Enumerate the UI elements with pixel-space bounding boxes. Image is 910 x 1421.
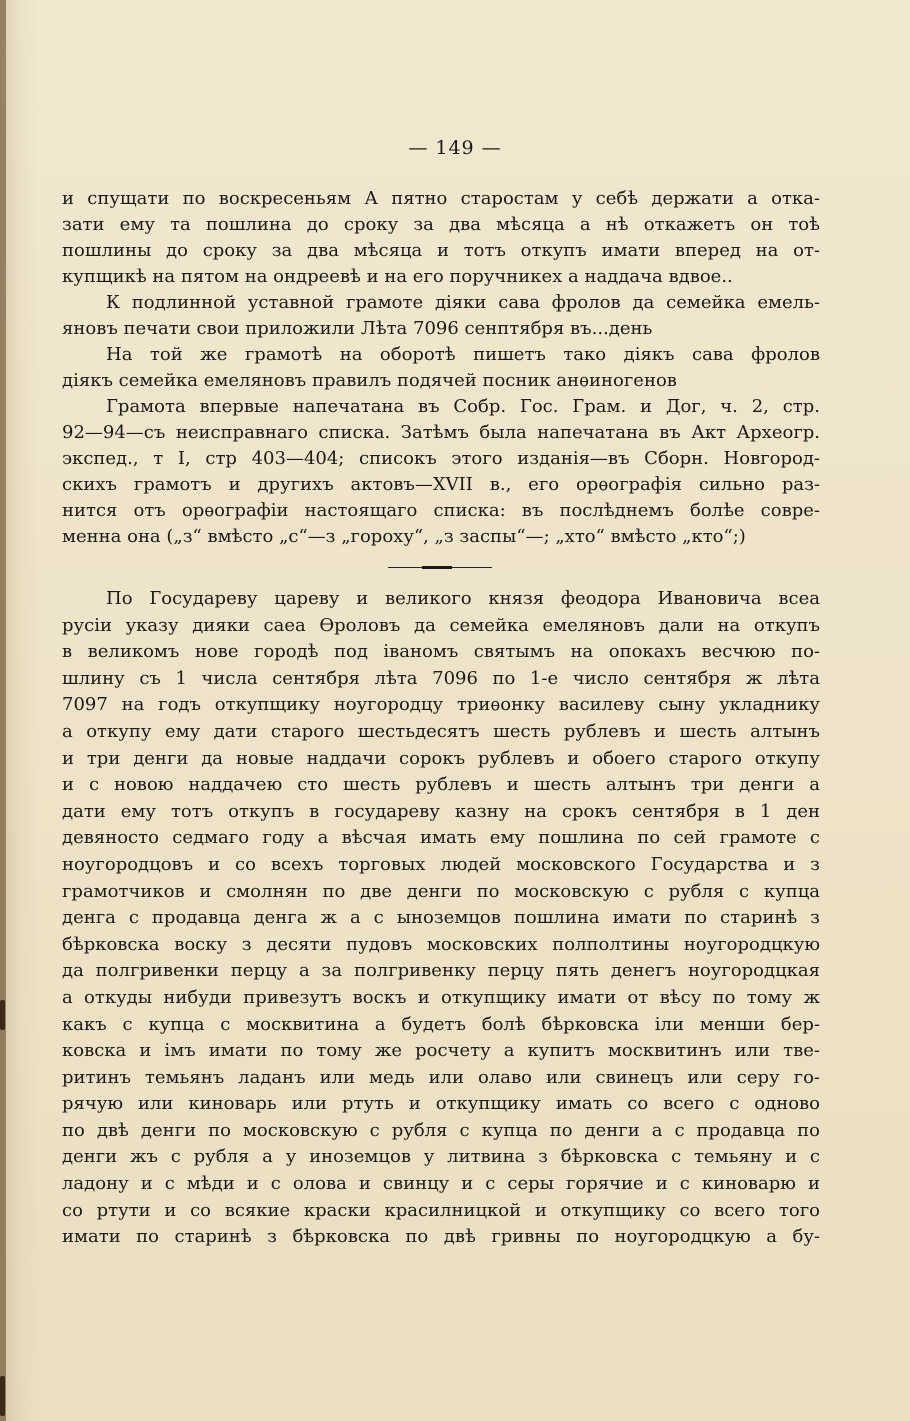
page-number: — 149 — xyxy=(408,137,502,159)
text-line: по двѣ денги по московскую с рубля с купца по денги а с продавца по xyxy=(62,1119,820,1141)
text-line: Грамота впервые напечатана въ Собр. Гос. Грам. и Дог, ч. 2, стр. xyxy=(106,396,820,417)
text-line: пошлины до сроку за два мѣсяца и тотъ откупъ имати вперед на от- xyxy=(62,240,820,261)
text-line: и с новою наддачею сто шесть рублевъ и шесть алтынъ три денги а xyxy=(62,774,820,796)
text-line: дiякъ семейка емеляновъ правилъ подячей посник анѳиногенов xyxy=(62,370,677,391)
text-line: а откуды нибуди привезутъ воскъ и откупщику имати от вѣсу по тому ж xyxy=(62,986,820,1008)
text-line: зати ему та пошлина до сроку за два мѣсяца а нѣ откажетъ он тоѣ xyxy=(62,214,820,235)
text-line: шлину съ 1 числа сентября лѣта 7096 по 1-е число сентября ж лѣта xyxy=(62,667,820,689)
edge-ink-mark xyxy=(0,1376,5,1416)
text-line: дати ему тотъ откупъ в государеву казну на срокъ сентября в 1 ден xyxy=(62,800,820,822)
text-line: ладону и с мѣди и с олова и свинцу и с серы горячие и с киноварю и xyxy=(62,1173,820,1195)
text-line: какъ с купца с москвитина а будетъ болѣ бѣрковска iли менши бер- xyxy=(62,1013,820,1035)
text-line: русiи указу дияки саеа Ѳроловъ да семейка емеляновъ дали на откупъ xyxy=(62,614,820,636)
text-line: ноугородцовъ и со всехъ торговых людей московского Государства и з xyxy=(62,853,820,875)
text-line: в великомъ нове городѣ под iваномъ святымъ на опокахъ весчюю по- xyxy=(62,641,820,663)
text-line: ковска и iмъ имати по тому же росчету а купитъ москвитинъ или тве- xyxy=(62,1040,820,1062)
text-line: купщикѣ на пятом на ондреевѣ и на его поручникех а наддача вдвое.. xyxy=(62,266,733,287)
text-line: По Государеву цареву и великого князя феодора Ивановича всеа xyxy=(106,588,820,609)
text-line: а откупу ему дати старого шестьдесятъ шесть рублевъ и шесть алтынъ xyxy=(62,720,820,742)
section-charter-notes xyxy=(62,186,820,550)
text-line: имати по старинѣ з бѣрковска по двѣ гривны по ноугородцкую а бу- xyxy=(62,1226,820,1248)
text-line: ритинъ темьянъ ладанъ или медь или олаво или свинецъ или серу го- xyxy=(62,1066,820,1088)
text-line: со ртути и со всякие краски красилницкой и откупщику со всего того xyxy=(62,1199,820,1221)
page-binding-edge xyxy=(0,0,6,1421)
text-line: и спущати по воскресеньям А пятно старостам у себѣ держати а отка- xyxy=(62,188,820,209)
text-line: и три денги да новые наддачи сорокъ рублевъ и обоего старого откупу xyxy=(62,747,820,769)
text-line: 92—94—съ неисправнаго списка. Затѣмъ была напечатана въ Акт Археогр. xyxy=(62,422,820,443)
text-line: девяносто седмаго году а вѣсчая имать ему пошлина по сей грамоте с xyxy=(62,827,820,849)
text-line: менна она („з“ вмѣсто „с“—з „гороху“, „з заспы“—; „хто“ вмѣсто „кто“;) xyxy=(62,526,746,547)
text-line: На той же грамотѣ на оборотѣ пишетъ тако дiякъ сава фролов xyxy=(106,344,820,365)
section-charter-text xyxy=(62,586,820,1251)
section-separator xyxy=(388,567,492,569)
text-line: рячую или киноварь или ртуть и откупщику имать со всего с одново xyxy=(62,1093,820,1115)
text-line: К подлинной уставной грамоте дiяки сава фролов да семейка емель- xyxy=(106,292,820,313)
text-line: скихъ грамотъ и другихъ актовъ—XVII в., его орѳографiя сильно раз- xyxy=(62,474,820,495)
text-line: экспед., т I, стр 403—404; списокъ этого изданiя—въ Сборн. Новгород- xyxy=(62,448,820,469)
text-line: денги жъ с рубля а у иноземцов у литвина з бѣрковска с темьяну и с xyxy=(62,1146,820,1168)
text-line: 7097 на годъ откупщику ноугородцу триѳонку василеву сыну укладнику xyxy=(62,694,820,716)
text-line: нится отъ орѳографiи настоящаго списка: въ послѣднемъ болѣе совре- xyxy=(62,500,820,521)
text-line: денга с продавца денга ж а с ыноземцов пошлина имати по старинѣ з xyxy=(62,907,820,929)
text-line: яновъ печати свои приложили Лѣта 7096 сенптября въ...день xyxy=(62,318,653,339)
text-line: да полгривенки перцу а за полгривенку перцу пять денегъ ноугородцкая xyxy=(62,960,820,982)
edge-ink-mark xyxy=(0,1000,5,1030)
text-line: грамотчиков и смолнян по две денги по московскую с рубля с купца xyxy=(62,880,820,902)
text-line: бѣрковска воску з десяти пудовъ московских полполтины ноугородцкую xyxy=(62,933,820,955)
